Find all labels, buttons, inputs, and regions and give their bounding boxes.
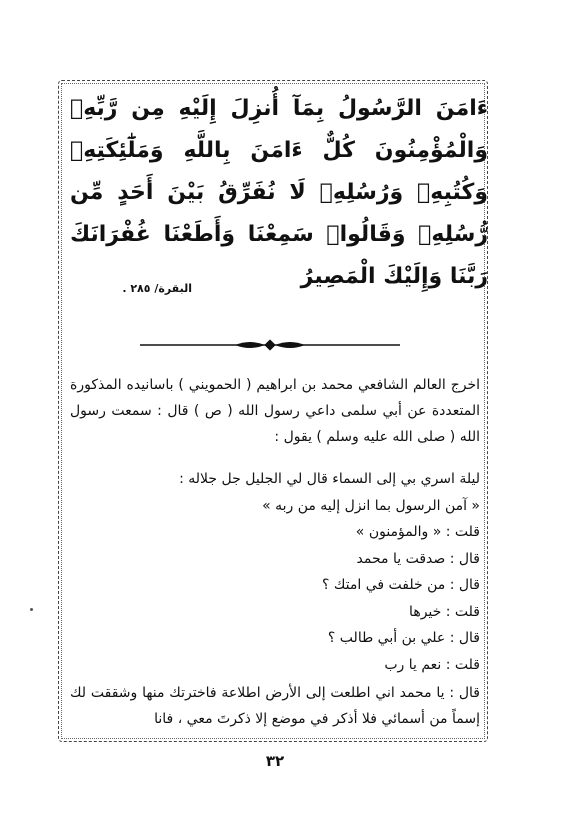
verse-reference: البقرة/ ٢٨٥ .: [122, 282, 192, 295]
closing-paragraph: قال : يا محمد اني اطلعت إلى الأرض اطلاعة فاخترتك منها وشققت لك إسماً من أسمائي فلا أذكر في موضع إلا ذكرتَ معي ، فانا: [70, 685, 480, 727]
dialog-line: قال : من خلفت في امتك ؟: [321, 577, 480, 593]
page-number: ٣٢: [265, 752, 285, 770]
dialog-line: قلت : نعم يا رب: [384, 656, 480, 673]
narration-paragraph: اخرج العالم الشافعي محمد بن ابراهيم ( الحمويني ) باسانيده المذكورة المتعددة عن أبي سلمى داعي رسول الله ( ص ) قال : سمعت رسول الله ( صلى الله عليه وسلم ) يقول :: [70, 377, 480, 445]
quran-verse: ءَامَنَ الرَّسُولُ بِمَآ أُنزِلَ إِلَيْهِ مِن رَّبِّهِۦ وَالْمُؤْمِنُونَ كُلٌّ ءَامَنَ بِاللَّهِ وَمَلَٰٓئِكَتِهِۦ وَكُتُبِهِۦ وَرُسُلِهِۦ لَا نُفَرِّقُ بَيْنَ أَحَدٍ مِّن رُّسُلِهِۦ وَقَالُوا۟ سَمِعْنَا وَأَطَعْنَا غُفْرَانَكَ رَبَّنَا وَإِلَيْكَ الْمَصِيرُ: [70, 96, 488, 289]
dialog-line: قلت : خيرها: [409, 603, 480, 620]
margin-dot: [30, 608, 33, 611]
dialog-line: قال : صدقت يا محمد: [356, 550, 480, 567]
dialog-block: [70, 466, 480, 678]
dialog-line: « آمن الرسول بما انزل إليه من ربه »: [262, 497, 480, 514]
dialog-line: قلت : « والمؤمنون »: [355, 524, 480, 540]
dialog-line: ليلة اسري بي إلى السماء قال لي الجليل جل جلاله :: [179, 471, 480, 487]
dialog-line: قال : علي بن أبي طالب ؟: [327, 630, 480, 646]
divider-ornament: [140, 338, 400, 352]
